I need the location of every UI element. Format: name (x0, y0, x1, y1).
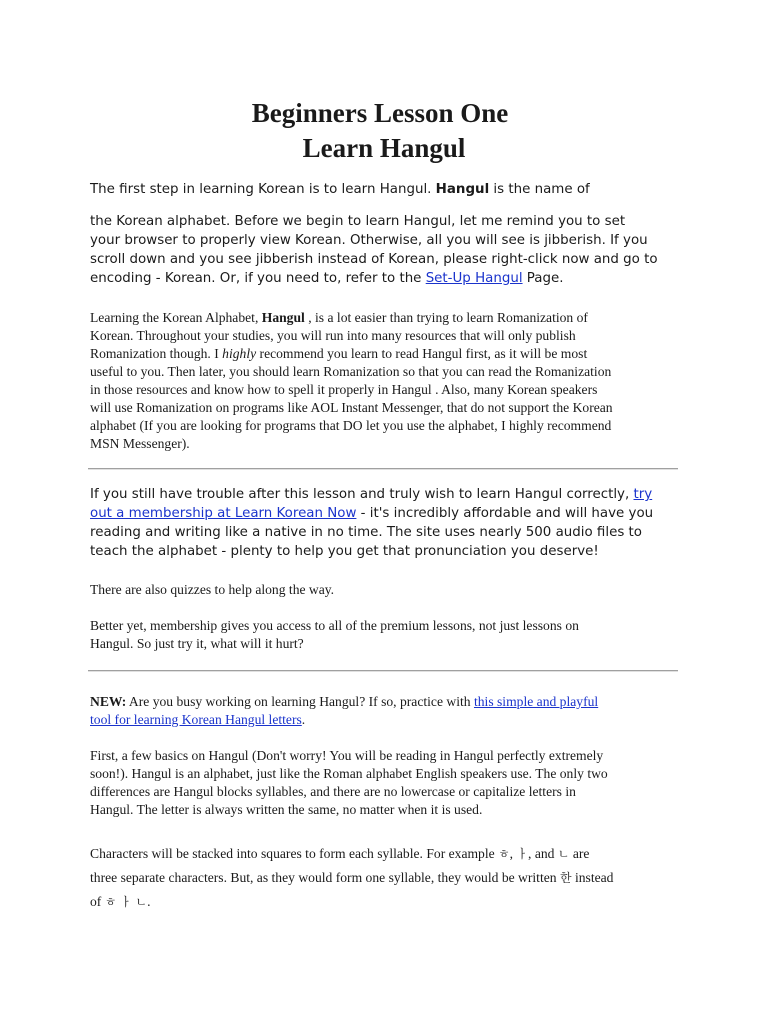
hangul-syllable-han: 한 (559, 871, 572, 885)
page-subtitle: Learn Hangul (302, 133, 466, 163)
membership-paragraph: Better yet, membership gives you access to all of the premium lessons, not just lessons on Hangul. So just try it, what will it hurt? (90, 618, 579, 651)
hangul-tool-link-part1[interactable]: this simple and playful (473, 694, 599, 709)
hangul-char-a: ㅏ (516, 847, 529, 861)
alphabet-paragraph: Learning the Korean Alphabet, Hangul , is a lot easier than trying to learn Romanization of Korean. Throughout your studies, you will run into many resources that will only publish Romanization though. I highly recommend you learn to read Hangul first, as it will be most useful to you. Then later, you should learn Romanization so that you can read the Romanization in those resources and know how to spell it properly in Hangul . Also, many Korean speakers will use Romanization on programs like AOL Instant Messenger, that do not support the Korean alphabet (If you are looking for programs that DO let you use the alphabet, I highly recommend MSN Messenger). (90, 310, 613, 451)
setup-hangul-link[interactable]: Set-Up Hangul (425, 271, 523, 286)
hangul-tool-link[interactable]: tool for learning Korean Hangul letters (90, 712, 302, 727)
divider-1 (88, 468, 678, 470)
intro-continued: the Korean alphabet. Before we begin to learn Hangul, let me remind you to set your browser to properly view Korean. Otherwise, all you will see is jibberish. If you scroll down and you see jibberish instead of Korean, please right-click now and go to encoding - Korean. Or, if you need to, refer to the Set-Up Hangul Page. (90, 214, 658, 286)
membership-link-part1[interactable]: try (633, 487, 653, 502)
quizzes-line: There are also quizzes to help along the way. (90, 582, 335, 597)
hangul-char-n: ㄴ (557, 847, 570, 861)
hangul-bold-2: Hangul (261, 310, 305, 325)
highly-italic: highly (222, 346, 257, 361)
promo-paragraph: If you still have trouble after this lesson and truly wish to learn Hangul correctly, try out a membership at Learn Korean Now - it's incredibly affordable and will have you reading and writing like a native in no time. The site uses nearly 500 audio files to teach the alphabet - plenty to help you get that pronunciation you deserve! (90, 487, 654, 559)
basics-paragraph: First, a few basics on Hangul (Don't worry! You will be reading in Hangul perfectly extremely soon!). Hangul is an alphabet, just like the Roman alphabet English speakers use. The only two differences are Hangul blocks syllables, and there are no lowercase or capitalize letters in Hangul. The letter is always written the same, no matter when it is used. (90, 748, 608, 817)
hangul-separate-letters: ㅎ ㅏ ㄴ (104, 895, 148, 909)
intro-line-1: The first step in learning Korean is to learn Hangul. Hangul is the name of (90, 182, 590, 197)
hangul-char-h: ㅎ (498, 847, 510, 861)
new-note: NEW: Are you busy working on learning Hangul? If so, practice with this simple and playful tool for learning Korean Hangul letters. (90, 694, 599, 727)
hangul-bold: Hangul (435, 182, 490, 197)
page-title: Beginners Lesson One (251, 98, 509, 128)
new-label: NEW: (90, 694, 127, 709)
membership-link[interactable]: out a membership at Learn Korean Now (90, 506, 357, 521)
intro-paragraph (90, 180, 690, 199)
stacking-paragraph: Characters will be stacked into squares to form each syllable. For example ㅎ, ㅏ, and ㄴ are three separate characters. But, as they would form one syllable, they would be written 한 instead of ㅎ ㅏ ㄴ. (90, 846, 614, 909)
divider-2 (88, 670, 678, 672)
